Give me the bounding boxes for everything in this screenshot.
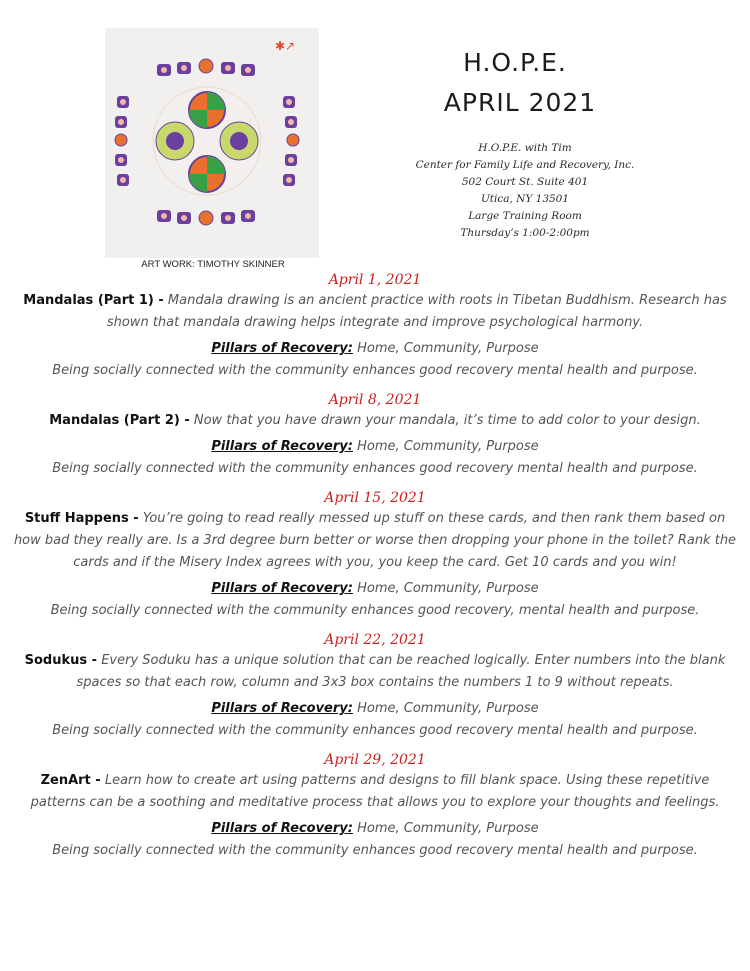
event-name: Mandalas (Part 1) - (23, 293, 164, 308)
mandala-artwork (105, 28, 319, 258)
event-date: April 29, 2021 (324, 752, 426, 768)
event-description-block (12, 290, 738, 334)
pillars-label: Pillars of Recovery: (211, 341, 353, 356)
mandala-drawing (105, 28, 319, 258)
event-name: Stuff Happens - (24, 511, 139, 526)
event-item (12, 488, 738, 622)
pillars-label: Pillars of Recovery: (211, 439, 353, 454)
svg-text:✱↗: ✱↗ (275, 39, 296, 53)
event-description-block (12, 650, 738, 694)
event-item (12, 390, 738, 480)
event-description: Now that you have drawn your mandala, it’s time to add color to your design. (193, 413, 701, 428)
event-list (12, 270, 738, 862)
info-line: Large Training Room (468, 210, 582, 222)
pillars-values: Home, Community, Purpose (357, 439, 539, 454)
pillars-line (12, 436, 738, 458)
event-item (12, 750, 738, 862)
event-description: Every Soduku has a unique solution that can be reached logically. Enter numbers into the blank spaces so that each row, column and 3x3 box contains the numbers 1 to 9 without repeats. (76, 653, 726, 690)
info-line: Utica, NY 13501 (480, 193, 570, 205)
event-name: Sodukus - (24, 653, 98, 668)
pillars-label: Pillars of Recovery: (211, 701, 353, 716)
page-subtitle: APRIL 2021 (443, 88, 597, 117)
event-description-block (12, 508, 738, 574)
info-line: Thursday’s 1:00-2:00pm (460, 227, 590, 239)
event-connection: Being socially connected with the community enhances good recovery mental health and purpose. (52, 723, 698, 738)
event-description: You’re going to read really messed up stuff on these cards, and then rank them based on how bad they really are. Is a 3rd degree burn better or worse then dropping your phone in the toilet? Rank the cards and if the Misery Index agrees with you, you keep the card. Get 10 cards and you win! (13, 511, 737, 570)
event-date: April 22, 2021 (324, 632, 426, 648)
event-connection: Being socially connected with the community enhances good recovery mental health and purpose. (52, 843, 698, 858)
pillars-values: Home, Community, Purpose (357, 581, 539, 596)
event-item (12, 270, 738, 382)
event-description-block (12, 410, 738, 432)
info-line: Center for Family Life and Recovery, Inc. (415, 159, 635, 171)
event-connection: Being socially connected with the community enhances good recovery mental health and purpose. (52, 363, 698, 378)
event-connection: Being socially connected with the community enhances good recovery mental health and purpose. (52, 461, 698, 476)
info-line: H.O.P.E. with Tim (478, 142, 572, 154)
event-connection: Being socially connected with the community enhances good recovery, mental health and purpose. (50, 603, 700, 618)
event-date: April 8, 2021 (328, 392, 422, 408)
pillars-values: Home, Community, Purpose (357, 821, 539, 836)
pillars-values: Home, Community, Purpose (357, 341, 539, 356)
location-info (400, 140, 650, 242)
page-title: H.O.P.E. (463, 48, 567, 77)
event-name: Mandalas (Part 2) - (49, 413, 190, 428)
pillars-line (12, 338, 738, 360)
event-item (12, 630, 738, 742)
artwork-credit: ART WORK: TIMOTHY SKINNER (141, 259, 285, 270)
event-date: April 15, 2021 (324, 490, 426, 506)
pillars-line (12, 698, 738, 720)
event-description: Learn how to create art using patterns and designs to fill blank space. Using these repetitive patterns can be a soothing and meditative process that allows you to explore your thoughts and feelings. (30, 773, 720, 810)
event-description: Mandala drawing is an ancient practice with roots in Tibetan Buddhism. Research has shown that mandala drawing helps integrate and improve psychological harmony. (106, 293, 727, 330)
event-description-block (12, 770, 738, 814)
pillars-label: Pillars of Recovery: (211, 821, 353, 836)
pillars-values: Home, Community, Purpose (357, 701, 539, 716)
event-date: April 1, 2021 (328, 272, 422, 288)
pillars-line (12, 818, 738, 840)
info-line: 502 Court St. Suite 401 (461, 176, 589, 188)
event-name: ZenArt - (40, 773, 101, 788)
pillars-line (12, 578, 738, 600)
pillars-label: Pillars of Recovery: (211, 581, 353, 596)
